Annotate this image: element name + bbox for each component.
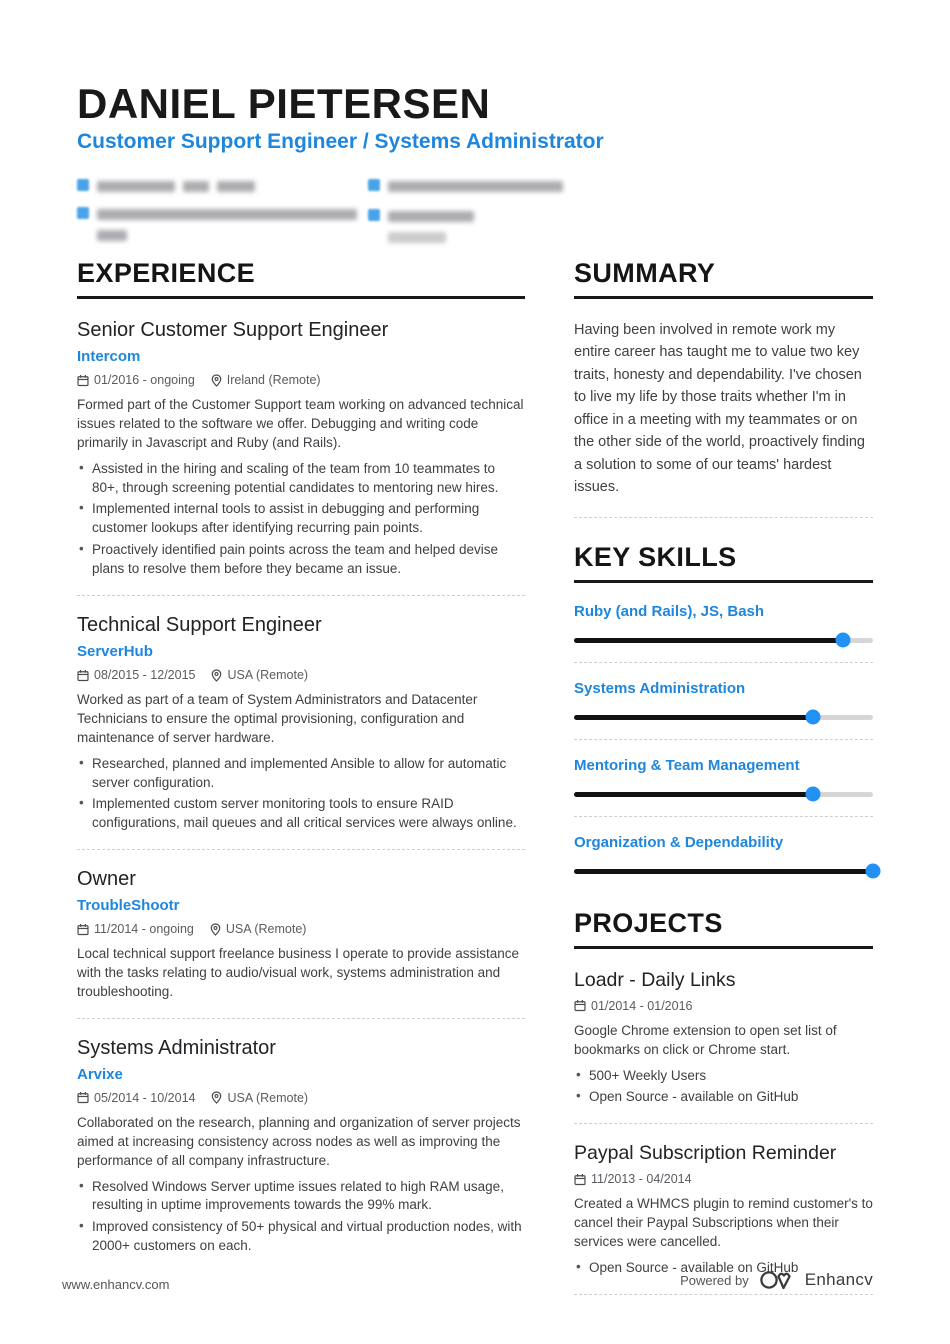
person-title: Customer Support Engineer / Systems Administrator <box>77 130 604 153</box>
project-dates: 11/2013 - 04/2014 <box>591 1172 692 1187</box>
job-description: Collaborated on the research, planning and organization of server projects aimed at increasing consistency across nodes as well as improving the performance of all company infrastructure. <box>77 1114 521 1168</box>
location-pin-icon <box>211 374 222 387</box>
skill-item <box>574 603 873 663</box>
project-bullet: • Open Source - available on GitHub <box>574 1259 873 1278</box>
project-description: Created a WHMCS plugin to remind customer's to cancel their Paypal Subscriptions when their services were cancelled. <box>574 1196 873 1250</box>
project-dates: 01/2014 - 01/2016 <box>591 998 693 1013</box>
skill-slider <box>574 864 873 878</box>
job-dates: 11/2014 - ongoing <box>94 922 194 937</box>
divider <box>574 517 873 518</box>
project-title: Paypal Subscription Reminder <box>574 1142 837 1165</box>
job-title: Technical Support Engineer <box>77 614 322 637</box>
person-name: DANIEL PIETERSEN <box>77 80 491 127</box>
job-location: Ireland (Remote) <box>226 373 321 387</box>
footer-site-link[interactable]: www.enhancv.com <box>62 1277 170 1292</box>
location-pin-icon <box>210 923 221 936</box>
divider <box>574 662 873 663</box>
job-bullets <box>77 460 525 579</box>
summary-text: Having been involved in remote work my entire career has taught me to value two key traits, honesty and dependability. I've chosen to live my life by those traits whether I'm in office in a meeting with my teammates or on the other side of the world, proactively finding a solution to some of our teams' hardest issues. <box>574 322 865 496</box>
contact-address <box>77 206 365 242</box>
slider-handle[interactable] <box>836 632 851 647</box>
job-description: Worked as part of a team of System Administrators and Datacenter Technicians to ensure the optimal provisioning, configuration and maintenance of server hardware. <box>77 692 478 745</box>
job-description: Formed part of the Customer Support team working on advanced technical issues related to the software we offer. Debugging and writing code primarily in Javascript and Ruby (and Rails). <box>77 397 524 450</box>
company-link[interactable]: TroubleShootr <box>77 897 180 915</box>
redacted-text <box>97 178 263 196</box>
divider <box>574 1123 873 1124</box>
skill-slider <box>574 633 873 647</box>
chat-icon <box>368 209 380 221</box>
projects-section <box>574 908 873 1295</box>
skill-name: Systems Administration <box>574 679 746 697</box>
calendar-icon <box>77 1091 89 1104</box>
divider <box>574 1294 873 1295</box>
phone-icon <box>77 179 89 191</box>
experience-entry <box>77 319 525 579</box>
calendar-icon <box>77 374 89 387</box>
location-pin-icon <box>211 1091 222 1104</box>
summary-heading: SUMMARY <box>574 258 873 299</box>
slider-handle[interactable] <box>806 786 821 801</box>
email-icon <box>368 179 380 191</box>
job-bullet: • Improved consistency of 50+ physical and virtual production nodes, with 2000+ customers on each. <box>77 1218 525 1256</box>
experience-heading: EXPERIENCE <box>77 258 525 299</box>
contact-email <box>368 178 571 196</box>
project-entry <box>574 969 873 1108</box>
company-link[interactable]: Intercom <box>77 348 141 365</box>
job-bullets <box>77 1178 525 1257</box>
redacted-text <box>388 178 571 196</box>
project-bullet: • 500+ Weekly Users <box>574 1067 873 1086</box>
divider <box>574 739 873 740</box>
job-bullets <box>77 755 525 834</box>
divider <box>77 595 525 596</box>
job-title: Systems Administrator <box>77 1036 276 1059</box>
skill-slider <box>574 787 873 801</box>
project-bullets <box>574 1067 873 1108</box>
enhancv-wordmark-link[interactable]: Enhancv <box>804 1270 873 1289</box>
experience-entry <box>77 1037 525 1256</box>
skill-name: Mentoring & Team Management <box>574 756 800 774</box>
divider <box>77 1018 525 1019</box>
summary-section <box>574 258 873 499</box>
calendar-icon <box>77 923 89 936</box>
slider-handle[interactable] <box>866 863 881 878</box>
key-skills-section <box>574 542 873 878</box>
redacted-text <box>388 208 482 244</box>
job-location: USA (Remote) <box>225 922 307 937</box>
job-dates: 05/2014 - 10/2014 <box>94 1090 196 1105</box>
calendar-icon <box>574 999 586 1012</box>
redacted-text <box>97 206 365 242</box>
project-description: Google Chrome extension to open set list of bookmarks on click or Chrome start. <box>574 1022 837 1057</box>
enhancv-logo-icon <box>760 1268 794 1292</box>
job-bullet: • Implemented custom server monitoring tools to ensure RAID configurations, mail queues and all critical services were always online. <box>77 795 525 833</box>
contact-phone <box>77 178 263 196</box>
job-dates: 01/2016 - ongoing <box>94 373 195 387</box>
divider <box>574 816 873 817</box>
job-bullet: • Assisted in the hiring and scaling of the team from 10 teammates to 80+, through screening potential candidates to mentoring new hires. <box>77 460 525 498</box>
job-title: Owner <box>77 868 136 891</box>
key-skills-heading: KEY SKILLS <box>574 542 873 583</box>
job-bullet: • Implemented internal tools to assist in debugging and performing customer lookups after identifying recurring pain points. <box>77 500 525 538</box>
skill-item <box>574 834 873 878</box>
job-location: USA (Remote) <box>227 668 309 683</box>
company-link[interactable]: ServerHub <box>77 643 153 661</box>
contact-handle <box>368 208 482 244</box>
skill-name: Ruby (and Rails), JS, Bash <box>574 602 765 620</box>
job-location: USA (Remote) <box>227 1090 309 1105</box>
projects-heading: PROJECTS <box>574 908 873 949</box>
powered-by-label: Powered by <box>680 1272 749 1288</box>
footer-brand <box>680 1268 873 1292</box>
job-bullet: • Researched, planned and implemented Ansible to allow for automatic server configuration. <box>77 755 525 793</box>
experience-section <box>77 258 525 1259</box>
calendar-icon <box>574 1173 586 1186</box>
job-description: Local technical support freelance business I operate to provide assistance with the tasks relating to audio/visual work, systems administration and troubleshooting. <box>77 946 520 1000</box>
experience-entry <box>77 614 525 833</box>
right-column <box>574 258 873 1313</box>
skill-slider <box>574 710 873 724</box>
skill-item <box>574 680 873 740</box>
job-bullet: • Resolved Windows Server uptime issues related to high RAM usage, resulting in uptime improvements towards the 99% mark. <box>77 1178 525 1216</box>
job-title: Senior Customer Support Engineer <box>77 319 389 341</box>
project-entry <box>574 1142 873 1278</box>
skill-item <box>574 757 873 817</box>
project-title: Loadr - Daily Links <box>574 968 736 991</box>
project-bullet: • Open Source - available on GitHub <box>574 1088 873 1107</box>
location-pin-icon <box>211 669 222 682</box>
job-dates: 08/2015 - 12/2015 <box>94 668 196 683</box>
company-link[interactable]: Arvixe <box>77 1065 123 1083</box>
divider <box>77 849 525 850</box>
slider-handle[interactable] <box>806 709 821 724</box>
contact-section <box>77 176 637 240</box>
job-bullet: • Proactively identified pain points across the team and helped devise plans to resolve them before they became an issue. <box>77 541 525 579</box>
experience-entry <box>77 868 525 1002</box>
calendar-icon <box>77 669 89 682</box>
skill-name: Organization & Dependability <box>574 833 784 851</box>
location-icon <box>77 207 89 219</box>
